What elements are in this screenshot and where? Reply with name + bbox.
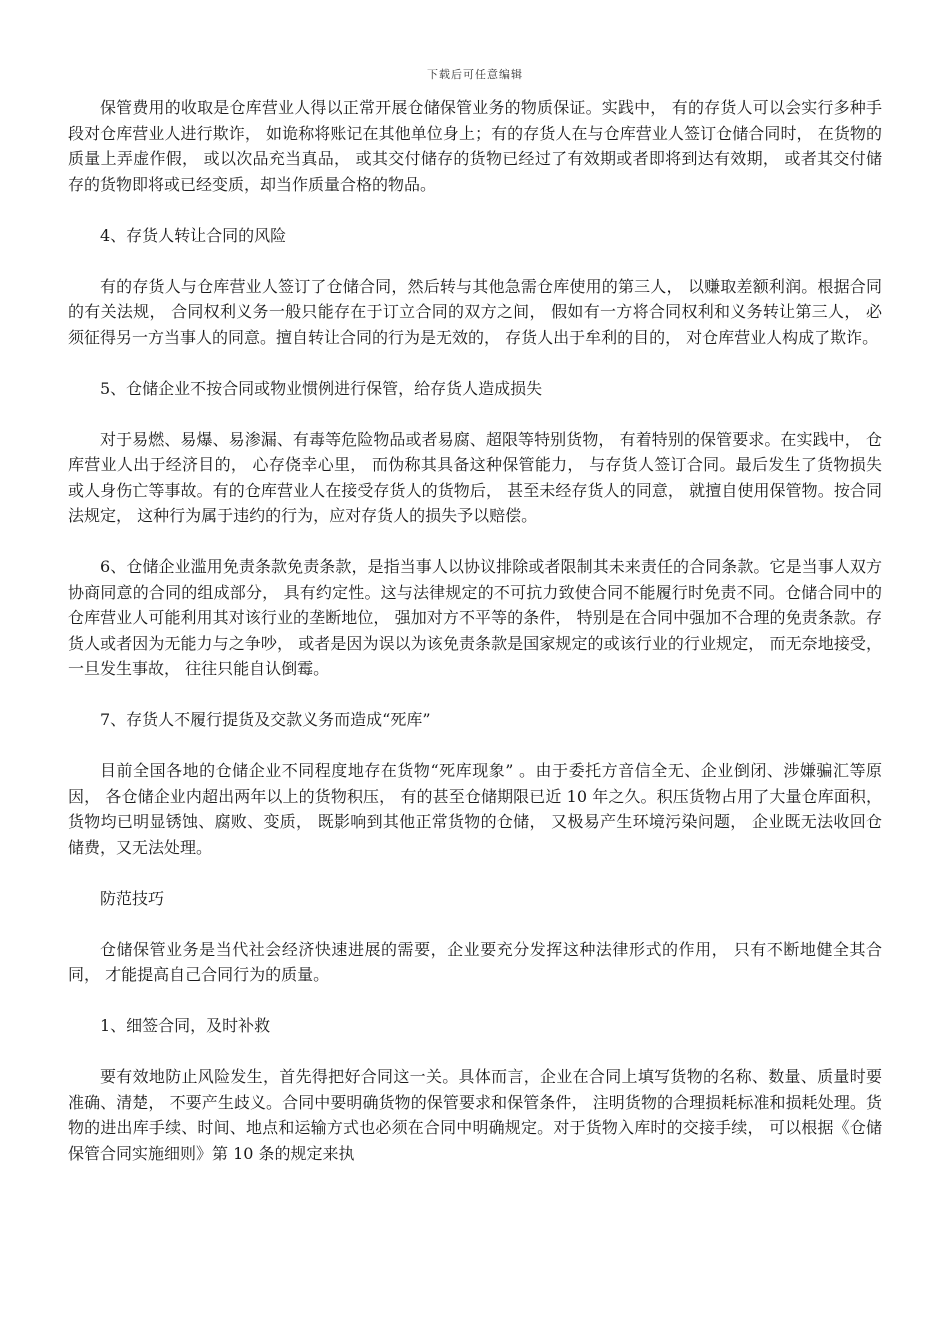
paragraph-storage-fee-fraud: 保管费用的收取是仓库营业人得以正常开展仓储保管业务的物质保证。实践中， 有的存货人可以会实行多种手段对仓库营业人进行欺诈， 如诡称将账记在其他单位身上；有的存货人在与仓库营业人签订仓储合同时， 在货物的质量上弄虚作假， 或以次品充当真品， 或其交付储存的货物已经过了有效期或者即将到达有效期， 或者其交付储存的货物即将或已经变质，却当作质量合格的物品。 [68,98,882,194]
section-heading-prevention: 防范技巧 [100,888,165,908]
paragraph-contract-details: 要有效地防止风险发生，首先得把好合同这一关。具体而言，企业在合同上填写货物的名称、数量、质量时要准确、清楚， 不要产生歧义。合同中要明确货物的保管要求和保管条件， 注明货物的合理损耗标准和损耗处理。货物的进出库手续、时间、地点和运输方式也必须在合同中明确规定。对于货物入库时的交接手续， 可以根据《仓储保管合同实施细则》第 10 条的规定来执 [68,1067,882,1163]
document-body [68,95,882,1192]
section-heading-7: 7、存货人不履行提货及交款义务而造成“死库” [100,710,431,729]
section-heading-1: 1、细签合同，及时补救 [100,1016,271,1035]
paragraph-improper-storage: 对于易燃、易爆、易渗漏、有毒等危险物品或者易腐、超限等特别货物， 有着特别的保管要求。在实践中， 仓库营业人出于经济目的， 心存侥幸心里， 而伪称其具备这种保管能力， 与存货人签订合同。最后发生了货物损失或人身伤亡等事故。有的仓库营业人在接受存货人的货物后， 甚至未经存货人的同意， 就擅自使用保管物。按合同法规定， 这种行为属于违约的行为，应对存货人的损失予以赔偿。 [68,429,882,525]
page-header: 下载后可任意编辑 [427,68,523,81]
paragraph-exemption-clause: 6、仓储企业滥用免责条款免责条款，是指当事人以协议排除或者限制其未来责任的合同条款。它是当事人双方协商同意的合同的组成部分， 具有约定性。这与法律规定的不可抗力致使合同不能履行时免责不同。仓储合同中的仓库营业人可能利用其对该行业的垄断地位， 强加对方不平等的条件， 特别是在合同中强加不合理的免责条款。存货人或者因为无能力与之争吵， 或者是因为误以为该免责条款是国家规定的或该行业的行业规定， 而无奈地接受， 一旦发生事故， 往往只能自认倒霉。 [68,557,882,678]
section-heading-4: 4、存货人转让合同的风险 [100,225,287,245]
paragraph-prevention-intro: 仓储保管业务是当代社会经济快速进展的需要，企业要充分发挥这种法律形式的作用， 只有不断地健全其合同， 才能提高自己合同行为的质量。 [68,939,882,984]
paragraph-contract-transfer: 有的存货人与仓库营业人签订了仓储合同，然后转与其他急需仓库使用的第三人， 以赚取差额利润。根据合同的有关法规， 合同权利义务一般只能存在于订立合同的双方之间， 假如有一方将合同权利和义务转让第三人， 必须征得另一方当事人的同意。擅自转让合同的行为是无效的， 存货人出于牟利的目的， 对仓库营业人构成了欺诈。 [68,276,882,347]
section-heading-5: 5、仓储企业不按合同或物业惯例进行保管，给存货人造成损失 [100,378,543,398]
paragraph-dead-stock: 目前全国各地的仓储企业不同程度地存在货物“死库现象” 。由于委托方音信全无、企业倒闭、涉嫌骗汇等原因， 各仓储企业内超出两年以上的货物积压， 有的甚至仓储期限已近 10 年之久。积压货物占用了大量仓库面积， 货物均已明显锈蚀、腐败、变质， 既影响到其他正常货物的仓储， 又极易产生环境污染问题， 企业既无法收回仓储费，又无法处理。 [68,761,882,857]
